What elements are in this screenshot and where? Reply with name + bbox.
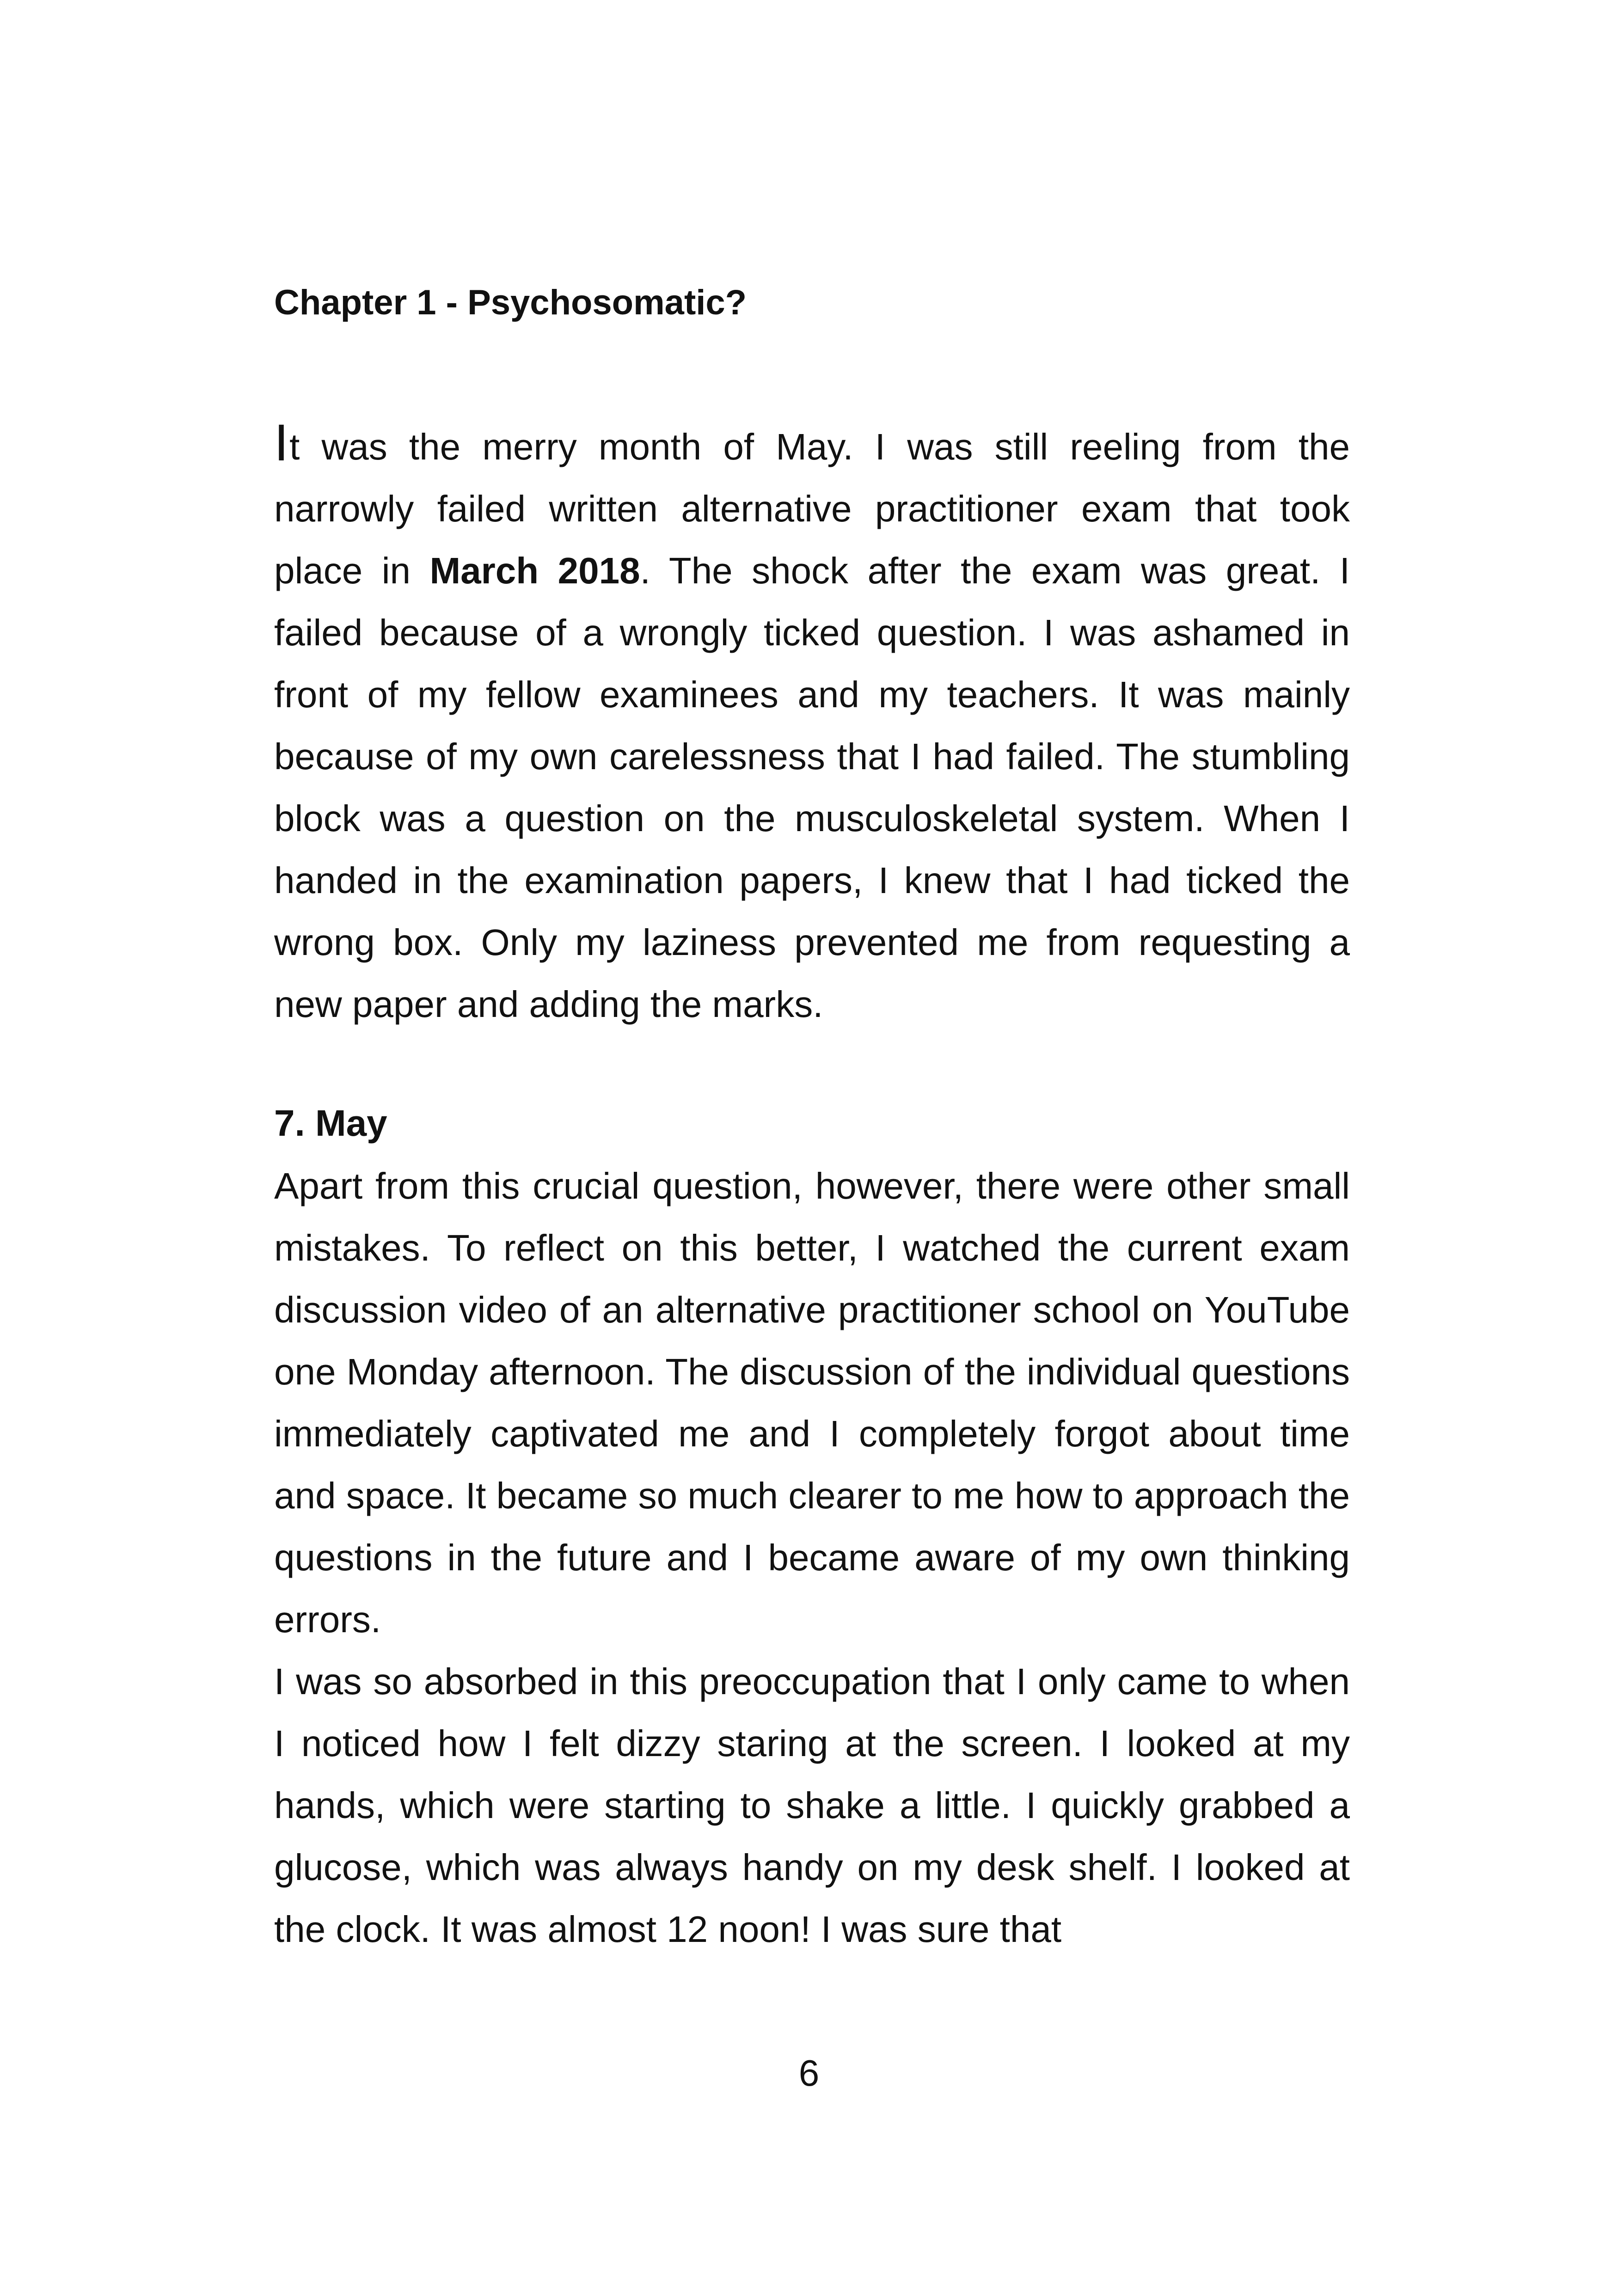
opening-paragraph-text-before-date: t was the merry month of May. I was still reeling from the narrowly failed written alternative practitioner exam that took place in (274, 426, 1350, 591)
exam-discussion-paragraph: Apart from this crucial question, however, there were other small mistakes. To reflect on this better, I watched the current exam discussion video of an alternative practitioner school on YouTube one Monday afternoon. The discussion of the individual questions immediately captivated me and I completely forgot about time and space. It became so much clearer to me how to approach the questions in the future and I became aware of my own thinking errors. (274, 1165, 1350, 1640)
opening-paragraph (274, 416, 1350, 1035)
section-date-heading: 7. May (274, 1102, 387, 1144)
page-number: 6 (798, 2052, 820, 2094)
exam-date-emphasis: March 2018 (429, 550, 640, 591)
dizziness-paragraph: I was so absorbed in this preoccupation that I only came to when I noticed how I felt dizzy staring at the screen. I looked at my hands, which were starting to shake a little. I quickly grabbed a glucose, which was always handy on my desk shelf. I looked at the clock. It was almost 12 noon! I was sure that (274, 1661, 1350, 1950)
paragraph-initial-letter: I (274, 414, 289, 471)
chapter-title: Chapter 1 - Psychosomatic? (274, 283, 747, 322)
page-content (274, 277, 1350, 1960)
opening-paragraph-text-after-date: . The shock after the exam was great. I failed because of a wrongly ticked question. I was ashamed in front of my fellow examinees and my teachers. It was mainly because of my own carelessness that I had failed. The stumbling block was a question on the musculoskeletal system. When I handed in the examination papers, I knew that I had ticked the wrong box. Only my laziness prevented me from requesting a new paper and adding the marks. (274, 550, 1350, 1025)
